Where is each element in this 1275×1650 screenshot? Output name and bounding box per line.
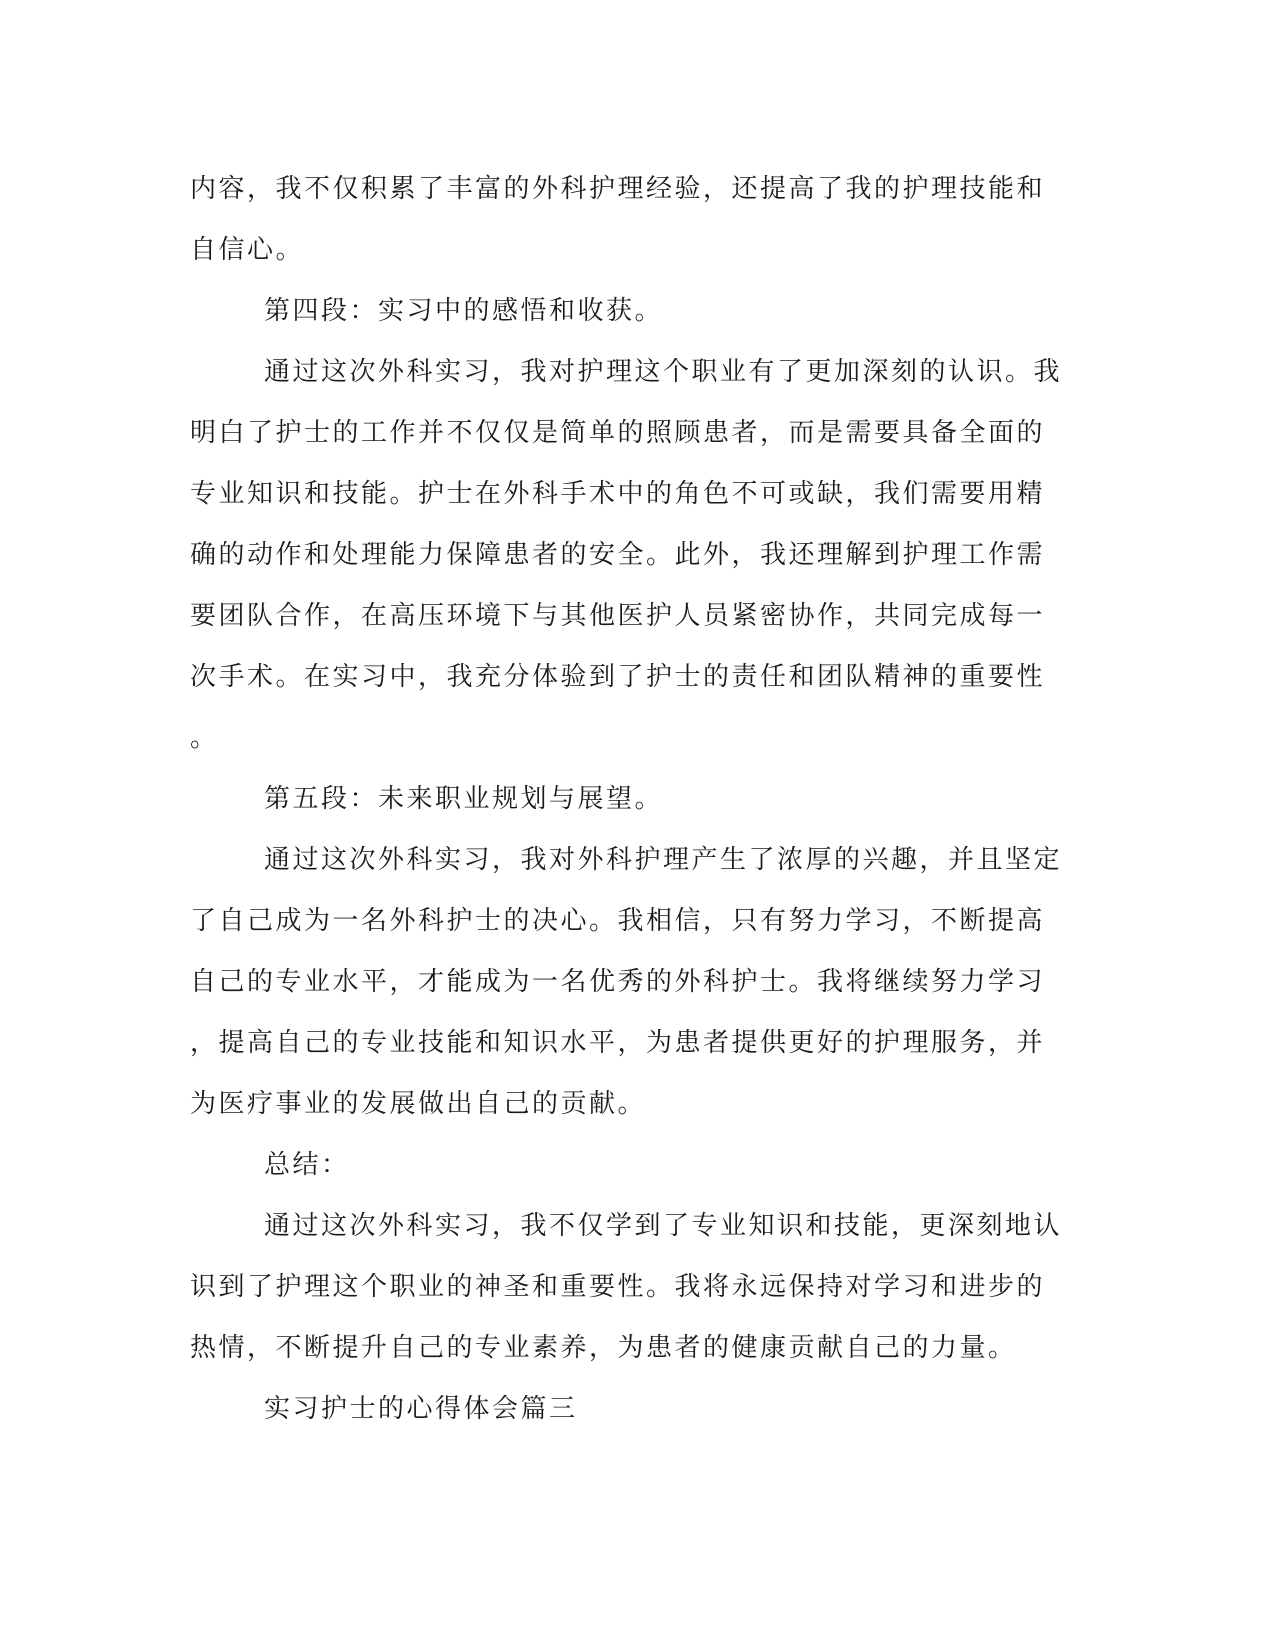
text-line: 为医疗事业的发展做出自己的贡献。 — [190, 1089, 647, 1119]
text-line: ，提高自己的专业技能和知识水平，为患者提供更好的护理服务，并 — [190, 1028, 1046, 1058]
text-line: 明白了护士的工作并不仅仅是简单的照顾患者，而是需要具备全面的 — [190, 418, 1046, 448]
text-line: 次手术。在实习中，我充分体验到了护士的责任和团队精神的重要性 — [190, 662, 1046, 692]
text-line: 通过这次外科实习，我对外科护理产生了浓厚的兴趣，并且坚定 — [264, 845, 1063, 875]
text-line: 热情，不断提升自己的专业素养，为患者的健康贡献自己的力量。 — [190, 1333, 1017, 1363]
text-line: 了自己成为一名外科护士的决心。我相信，只有努力学习，不断提高 — [190, 906, 1046, 936]
section-heading: 第四段：实习中的感悟和收获。 — [264, 296, 664, 326]
text-line: 自己的专业水平，才能成为一名优秀的外科护士。我将继续努力学习 — [190, 967, 1046, 997]
text-line: 专业知识和技能。护士在外科手术中的角色不可或缺，我们需要用精 — [190, 479, 1046, 509]
section-heading: 实习护士的心得体会篇三 — [264, 1394, 578, 1424]
text-line: 内容，我不仅积累了丰富的外科护理经验，还提高了我的护理技能和 — [190, 174, 1046, 204]
text-line: 。 — [190, 723, 219, 753]
text-line: 识到了护理这个职业的神圣和重要性。我将永远保持对学习和进步的 — [190, 1272, 1046, 1302]
document-body — [190, 159, 1070, 1440]
section-heading: 第五段：未来职业规划与展望。 — [264, 784, 664, 814]
text-line: 通过这次外科实习，我对护理这个职业有了更加深刻的认识。我 — [264, 357, 1063, 387]
text-line: 确的动作和处理能力保障患者的安全。此外，我还理解到护理工作需 — [190, 540, 1046, 570]
text-line: 通过这次外科实习，我不仅学到了专业知识和技能，更深刻地认 — [264, 1211, 1063, 1241]
text-line: 要团队合作，在高压环境下与其他医护人员紧密协作，共同完成每一 — [190, 601, 1046, 631]
text-line: 自信心。 — [190, 235, 305, 265]
section-heading: 总结： — [264, 1150, 350, 1180]
